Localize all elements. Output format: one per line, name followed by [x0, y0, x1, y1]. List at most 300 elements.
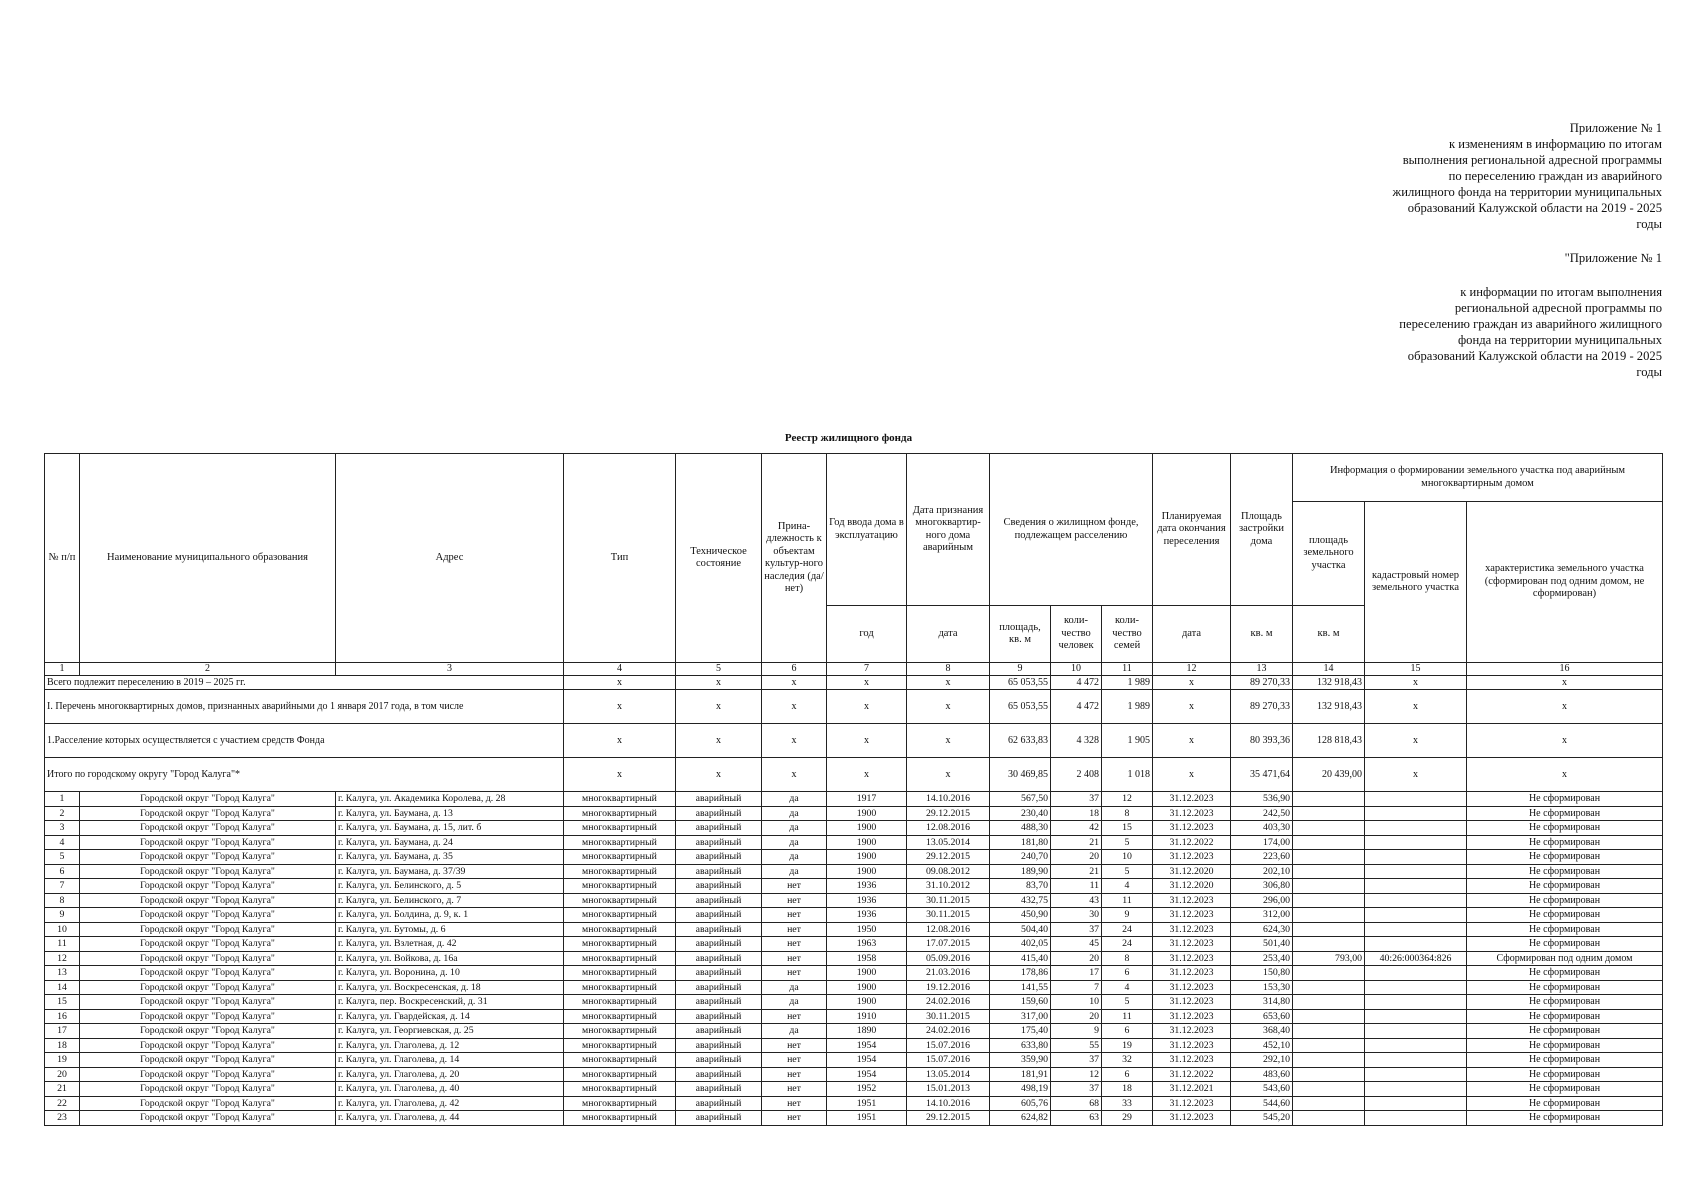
date-cell: 15.01.2013	[907, 1082, 990, 1097]
document-title: Реестр жилищного фонда	[784, 432, 913, 444]
cadastral-cell	[1365, 1038, 1467, 1053]
land-area-cell	[1293, 821, 1365, 836]
families-cell: 6	[1102, 966, 1153, 981]
families-cell: 5	[1102, 864, 1153, 879]
unit-date2: дата	[1153, 606, 1231, 663]
planned-date-cell: 31.12.2023	[1153, 951, 1231, 966]
table-row	[45, 879, 1663, 894]
municipality-cell: Городской округ "Город Калуга"	[80, 908, 336, 923]
appendix-line: выполнения региональной адресной программы	[1402, 153, 1662, 167]
housing-registry-table	[44, 453, 1663, 1126]
municipality-cell: Городской округ "Город Калуга"	[80, 980, 336, 995]
cadastral-cell	[1365, 806, 1467, 821]
address-cell: г. Калуга, ул. Гвардейская, д. 14	[336, 1009, 564, 1024]
type-cell: многоквартирный	[564, 1096, 676, 1111]
summary-label: Всего подлежит переселению в 2019 – 2025 гг.	[45, 676, 564, 690]
address-cell: г. Калуга, ул. Академика Королева, д. 28	[336, 792, 564, 807]
land-char-cell: Не сформирован	[1467, 1009, 1663, 1024]
heritage-cell: нет	[762, 1082, 827, 1097]
cadastral-cell	[1365, 835, 1467, 850]
summary-cell: x	[1153, 758, 1231, 792]
year-cell: 1963	[827, 937, 907, 952]
table-row	[45, 980, 1663, 995]
row-number: 4	[45, 835, 80, 850]
land-area-cell	[1293, 1024, 1365, 1039]
date-cell: 14.10.2016	[907, 1096, 990, 1111]
municipality-cell: Городской округ "Город Калуга"	[80, 951, 336, 966]
condition-cell: аварийный	[676, 850, 762, 865]
column-number: 14	[1293, 663, 1365, 676]
cadastral-cell	[1365, 980, 1467, 995]
year-cell: 1936	[827, 893, 907, 908]
summary-land-area: 128 818,43	[1293, 724, 1365, 758]
summary-cell: x	[1467, 690, 1663, 724]
appendix-line: к информации по итогам выполнения	[1460, 285, 1662, 299]
appendix-line: переселению граждан из аварийного жилищного	[1399, 317, 1662, 331]
year-cell: 1958	[827, 951, 907, 966]
table-row	[45, 821, 1663, 836]
column-number: 10	[1051, 663, 1102, 676]
cadastral-cell	[1365, 1067, 1467, 1082]
building-area-cell: 543,60	[1231, 1082, 1293, 1097]
municipality-cell: Городской округ "Город Калуга"	[80, 922, 336, 937]
area-cell: 181,91	[990, 1067, 1051, 1082]
row-number: 6	[45, 864, 80, 879]
heritage-cell: нет	[762, 937, 827, 952]
table-row	[45, 1024, 1663, 1039]
families-cell: 29	[1102, 1111, 1153, 1126]
row-number: 13	[45, 966, 80, 981]
summary-cell: x	[907, 690, 990, 724]
condition-cell: аварийный	[676, 1067, 762, 1082]
condition-cell: аварийный	[676, 1038, 762, 1053]
row-number: 8	[45, 893, 80, 908]
heritage-cell: да	[762, 1024, 827, 1039]
address-cell: г. Калуга, ул. Баумана, д. 13	[336, 806, 564, 821]
date-cell: 14.10.2016	[907, 792, 990, 807]
cadastral-cell	[1365, 850, 1467, 865]
area-cell: 498,19	[990, 1082, 1051, 1097]
land-area-cell	[1293, 995, 1365, 1010]
summary-cell: x	[564, 724, 676, 758]
municipality-cell: Городской округ "Город Калуга"	[80, 821, 336, 836]
row-number: 16	[45, 1009, 80, 1024]
row-number: 12	[45, 951, 80, 966]
heritage-cell: да	[762, 995, 827, 1010]
date-cell: 29.12.2015	[907, 806, 990, 821]
table-row	[45, 908, 1663, 923]
cadastral-cell	[1365, 1053, 1467, 1068]
heritage-cell: нет	[762, 1111, 827, 1126]
date-cell: 15.07.2016	[907, 1038, 990, 1053]
address-cell: г. Калуга, ул. Баумана, д. 15, лит. б	[336, 821, 564, 836]
type-cell: многоквартирный	[564, 966, 676, 981]
summary-cell: x	[827, 758, 907, 792]
table-row	[45, 1111, 1663, 1126]
land-char-cell: Не сформирован	[1467, 922, 1663, 937]
summary-cell: x	[564, 690, 676, 724]
year-cell: 1900	[827, 966, 907, 981]
summary-cell: x	[1467, 724, 1663, 758]
land-char-cell: Не сформирован	[1467, 1053, 1663, 1068]
heritage-cell: нет	[762, 1096, 827, 1111]
column-number: 4	[564, 663, 676, 676]
date-cell: 12.08.2016	[907, 821, 990, 836]
cadastral-cell	[1365, 879, 1467, 894]
summary-families: 1 989	[1102, 690, 1153, 724]
summary-cell: x	[1365, 676, 1467, 690]
condition-cell: аварийный	[676, 879, 762, 894]
row-number: 5	[45, 850, 80, 865]
appendix-line: образований Калужской области на 2019 - 2025	[1407, 201, 1662, 215]
heritage-cell: да	[762, 980, 827, 995]
building-area-cell: 223,60	[1231, 850, 1293, 865]
families-cell: 11	[1102, 1009, 1153, 1024]
header-building-area: Площадь застройки дома	[1231, 454, 1293, 606]
summary-building-area: 80 393,36	[1231, 724, 1293, 758]
unit-people: коли-чество человек	[1051, 606, 1102, 663]
land-char-cell: Не сформирован	[1467, 908, 1663, 923]
heritage-cell: нет	[762, 908, 827, 923]
table-row	[45, 1096, 1663, 1111]
land-char-cell: Не сформирован	[1467, 1111, 1663, 1126]
cadastral-cell	[1365, 864, 1467, 879]
condition-cell: аварийный	[676, 821, 762, 836]
address-cell: г. Калуга, ул. Баумана, д. 37/39	[336, 864, 564, 879]
heritage-cell: да	[762, 864, 827, 879]
heritage-cell: нет	[762, 1053, 827, 1068]
people-cell: 37	[1051, 922, 1102, 937]
summary-cell: x	[676, 690, 762, 724]
area-cell: 633,80	[990, 1038, 1051, 1053]
land-char-cell: Не сформирован	[1467, 835, 1663, 850]
municipality-cell: Городской округ "Город Калуга"	[80, 966, 336, 981]
land-area-cell	[1293, 966, 1365, 981]
summary-cell: x	[564, 676, 676, 690]
land-char-cell: Не сформирован	[1467, 850, 1663, 865]
table-row	[45, 864, 1663, 879]
address-cell: г. Калуга, ул. Глаголева, д. 42	[336, 1096, 564, 1111]
cadastral-cell	[1365, 1111, 1467, 1126]
building-area-cell: 202,10	[1231, 864, 1293, 879]
people-cell: 63	[1051, 1111, 1102, 1126]
building-area-cell: 242,50	[1231, 806, 1293, 821]
year-cell: 1951	[827, 1096, 907, 1111]
municipality-cell: Городской округ "Город Калуга"	[80, 792, 336, 807]
type-cell: многоквартирный	[564, 922, 676, 937]
cadastral-cell	[1365, 792, 1467, 807]
summary-people: 4 328	[1051, 724, 1102, 758]
area-cell: 178,86	[990, 966, 1051, 981]
cadastral-cell	[1365, 966, 1467, 981]
appendix-line: к изменениям в информацию по итогам	[1448, 137, 1662, 151]
column-number: 6	[762, 663, 827, 676]
header-address: Адрес	[336, 454, 564, 663]
appendix-note	[1262, 120, 1662, 380]
people-cell: 37	[1051, 1082, 1102, 1097]
heritage-cell: да	[762, 821, 827, 836]
planned-date-cell: 31.12.2023	[1153, 1053, 1231, 1068]
land-area-cell	[1293, 1082, 1365, 1097]
type-cell: многоквартирный	[564, 893, 676, 908]
people-cell: 30	[1051, 908, 1102, 923]
unit-sqm: кв. м	[1231, 606, 1293, 663]
land-area-cell	[1293, 806, 1365, 821]
cadastral-cell	[1365, 1024, 1467, 1039]
area-cell: 567,50	[990, 792, 1051, 807]
people-cell: 9	[1051, 1024, 1102, 1039]
address-cell: г. Калуга, ул. Болдина, д. 9, к. 1	[336, 908, 564, 923]
families-cell: 32	[1102, 1053, 1153, 1068]
summary-area: 30 469,85	[990, 758, 1051, 792]
planned-date-cell: 31.12.2020	[1153, 864, 1231, 879]
building-area-cell: 624,30	[1231, 922, 1293, 937]
year-cell: 1910	[827, 1009, 907, 1024]
building-area-cell: 292,10	[1231, 1053, 1293, 1068]
building-area-cell: 253,40	[1231, 951, 1293, 966]
address-cell: г. Калуга, ул. Баумана, д. 24	[336, 835, 564, 850]
summary-cell: x	[676, 724, 762, 758]
cadastral-cell	[1365, 922, 1467, 937]
condition-cell: аварийный	[676, 1111, 762, 1126]
row-number: 17	[45, 1024, 80, 1039]
summary-cell: x	[907, 676, 990, 690]
summary-cell: x	[1153, 724, 1231, 758]
planned-date-cell: 31.12.2023	[1153, 1024, 1231, 1039]
families-cell: 6	[1102, 1067, 1153, 1082]
people-cell: 11	[1051, 879, 1102, 894]
building-area-cell: 150,80	[1231, 966, 1293, 981]
municipality-cell: Городской округ "Город Калуга"	[80, 835, 336, 850]
summary-label: I. Перечень многоквартирных домов, признанных аварийными до 1 января 2017 года, в том числе	[45, 690, 564, 724]
year-cell: 1954	[827, 1038, 907, 1053]
condition-cell: аварийный	[676, 922, 762, 937]
type-cell: многоквартирный	[564, 908, 676, 923]
row-number: 3	[45, 821, 80, 836]
municipality-cell: Городской округ "Город Калуга"	[80, 995, 336, 1010]
summary-cell: x	[762, 758, 827, 792]
planned-date-cell: 31.12.2023	[1153, 922, 1231, 937]
date-cell: 24.02.2016	[907, 995, 990, 1010]
column-number: 5	[676, 663, 762, 676]
cadastral-cell	[1365, 995, 1467, 1010]
table-row	[45, 922, 1663, 937]
heritage-cell: нет	[762, 893, 827, 908]
municipality-cell: Городской округ "Город Калуга"	[80, 893, 336, 908]
summary-families: 1 018	[1102, 758, 1153, 792]
condition-cell: аварийный	[676, 1009, 762, 1024]
families-cell: 4	[1102, 980, 1153, 995]
summary-building-area: 89 270,33	[1231, 676, 1293, 690]
municipality-cell: Городской округ "Город Калуга"	[80, 879, 336, 894]
people-cell: 20	[1051, 1009, 1102, 1024]
building-area-cell: 368,40	[1231, 1024, 1293, 1039]
date-cell: 19.12.2016	[907, 980, 990, 995]
summary-row	[45, 690, 1663, 724]
people-cell: 20	[1051, 951, 1102, 966]
families-cell: 15	[1102, 821, 1153, 836]
land-char-cell: Не сформирован	[1467, 864, 1663, 879]
land-area-cell	[1293, 835, 1365, 850]
planned-date-cell: 31.12.2020	[1153, 879, 1231, 894]
type-cell: многоквартирный	[564, 951, 676, 966]
summary-building-area: 89 270,33	[1231, 690, 1293, 724]
condition-cell: аварийный	[676, 1082, 762, 1097]
row-number: 1	[45, 792, 80, 807]
families-cell: 8	[1102, 951, 1153, 966]
year-cell: 1936	[827, 908, 907, 923]
summary-row	[45, 758, 1663, 792]
summary-label: 1.Расселение которых осуществляется с участием средств Фонда	[45, 724, 564, 758]
address-cell: г. Калуга, ул. Воскресенская, д. 18	[336, 980, 564, 995]
heritage-cell: да	[762, 806, 827, 821]
year-cell: 1952	[827, 1082, 907, 1097]
appendix-line: "Приложение № 1	[1564, 251, 1662, 265]
families-cell: 24	[1102, 937, 1153, 952]
type-cell: многоквартирный	[564, 995, 676, 1010]
header-land-char: характеристика земельного участка (сформирован под одним домом, не сформирован)	[1467, 502, 1663, 663]
type-cell: многоквартирный	[564, 1038, 676, 1053]
date-cell: 30.11.2015	[907, 893, 990, 908]
heritage-cell: нет	[762, 951, 827, 966]
row-number: 7	[45, 879, 80, 894]
condition-cell: аварийный	[676, 980, 762, 995]
summary-cell: x	[907, 758, 990, 792]
date-cell: 30.11.2015	[907, 1009, 990, 1024]
row-number: 19	[45, 1053, 80, 1068]
date-cell: 17.07.2015	[907, 937, 990, 952]
date-cell: 12.08.2016	[907, 922, 990, 937]
planned-date-cell: 31.12.2023	[1153, 792, 1231, 807]
condition-cell: аварийный	[676, 806, 762, 821]
year-cell: 1936	[827, 879, 907, 894]
type-cell: многоквартирный	[564, 835, 676, 850]
address-cell: г. Калуга, ул. Войкова, д. 16а	[336, 951, 564, 966]
people-cell: 7	[1051, 980, 1102, 995]
families-cell: 33	[1102, 1096, 1153, 1111]
year-cell: 1954	[827, 1053, 907, 1068]
heritage-cell: нет	[762, 966, 827, 981]
cadastral-cell	[1365, 1096, 1467, 1111]
land-area-cell	[1293, 864, 1365, 879]
cadastral-cell	[1365, 908, 1467, 923]
land-area-cell	[1293, 1067, 1365, 1082]
summary-families: 1 989	[1102, 676, 1153, 690]
table-row	[45, 1038, 1663, 1053]
summary-building-area: 35 471,64	[1231, 758, 1293, 792]
date-cell: 15.07.2016	[907, 1053, 990, 1068]
heritage-cell: да	[762, 850, 827, 865]
date-cell: 13.05.2014	[907, 835, 990, 850]
planned-date-cell: 31.12.2023	[1153, 893, 1231, 908]
cadastral-cell	[1365, 1009, 1467, 1024]
address-cell: г. Калуга, ул. Баумана, д. 35	[336, 850, 564, 865]
table-row	[45, 893, 1663, 908]
municipality-cell: Городской округ "Город Калуга"	[80, 806, 336, 821]
summary-label: Итого по городскому округу "Город Калуга"*	[45, 758, 564, 792]
land-area-cell	[1293, 980, 1365, 995]
type-cell: многоквартирный	[564, 879, 676, 894]
year-cell: 1900	[827, 850, 907, 865]
building-area-cell: 314,80	[1231, 995, 1293, 1010]
summary-cell: x	[676, 676, 762, 690]
type-cell: многоквартирный	[564, 864, 676, 879]
summary-cell: x	[676, 758, 762, 792]
municipality-cell: Городской округ "Город Калуга"	[80, 937, 336, 952]
area-cell: 83,70	[990, 879, 1051, 894]
year-cell: 1951	[827, 1111, 907, 1126]
type-cell: многоквартирный	[564, 1053, 676, 1068]
date-cell: 24.02.2016	[907, 1024, 990, 1039]
type-cell: многоквартирный	[564, 1067, 676, 1082]
land-area-cell	[1293, 1009, 1365, 1024]
table-row	[45, 835, 1663, 850]
municipality-cell: Городской округ "Город Калуга"	[80, 1053, 336, 1068]
land-char-cell: Не сформирован	[1467, 893, 1663, 908]
date-cell: 09.08.2012	[907, 864, 990, 879]
address-cell: г. Калуга, ул. Бутомы, д. 6	[336, 922, 564, 937]
address-cell: г. Калуга, пер. Воскресенский, д. 31	[336, 995, 564, 1010]
building-area-cell: 296,00	[1231, 893, 1293, 908]
building-area-cell: 306,80	[1231, 879, 1293, 894]
people-cell: 12	[1051, 1067, 1102, 1082]
summary-row	[45, 676, 1663, 690]
planned-date-cell: 31.12.2023	[1153, 1009, 1231, 1024]
header-year-built: Год ввода дома в эксплуатацию	[827, 454, 907, 606]
type-cell: многоквартирный	[564, 1111, 676, 1126]
building-area-cell: 483,60	[1231, 1067, 1293, 1082]
row-number: 21	[45, 1082, 80, 1097]
table-row	[45, 995, 1663, 1010]
area-cell: 189,90	[990, 864, 1051, 879]
date-cell: 29.12.2015	[907, 1111, 990, 1126]
land-char-cell: Не сформирован	[1467, 1024, 1663, 1039]
header-num: № п/п	[45, 454, 80, 663]
municipality-cell: Городской округ "Город Калуга"	[80, 1082, 336, 1097]
people-cell: 20	[1051, 850, 1102, 865]
people-cell: 37	[1051, 1053, 1102, 1068]
type-cell: многоквартирный	[564, 806, 676, 821]
land-char-cell: Не сформирован	[1467, 995, 1663, 1010]
people-cell: 10	[1051, 995, 1102, 1010]
planned-date-cell: 31.12.2022	[1153, 1067, 1231, 1082]
row-number: 15	[45, 995, 80, 1010]
column-number: 7	[827, 663, 907, 676]
date-cell: 05.09.2016	[907, 951, 990, 966]
planned-date-cell: 31.12.2022	[1153, 835, 1231, 850]
area-cell: 450,90	[990, 908, 1051, 923]
appendix-line: Приложение № 1	[1569, 121, 1662, 135]
column-number: 13	[1231, 663, 1293, 676]
year-cell: 1950	[827, 922, 907, 937]
land-char-cell: Не сформирован	[1467, 1096, 1663, 1111]
cadastral-cell: 40:26:000364:826	[1365, 951, 1467, 966]
address-cell: г. Калуга, ул. Воронина, д. 10	[336, 966, 564, 981]
header-type: Тип	[564, 454, 676, 663]
land-area-cell	[1293, 1096, 1365, 1111]
building-area-cell: 312,00	[1231, 908, 1293, 923]
families-cell: 10	[1102, 850, 1153, 865]
people-cell: 42	[1051, 821, 1102, 836]
planned-date-cell: 31.12.2023	[1153, 1038, 1231, 1053]
land-area-cell	[1293, 1038, 1365, 1053]
row-number: 14	[45, 980, 80, 995]
address-cell: г. Калуга, ул. Глаголева, д. 14	[336, 1053, 564, 1068]
municipality-cell: Городской округ "Город Калуга"	[80, 1067, 336, 1082]
condition-cell: аварийный	[676, 835, 762, 850]
year-cell: 1900	[827, 821, 907, 836]
heritage-cell: да	[762, 792, 827, 807]
